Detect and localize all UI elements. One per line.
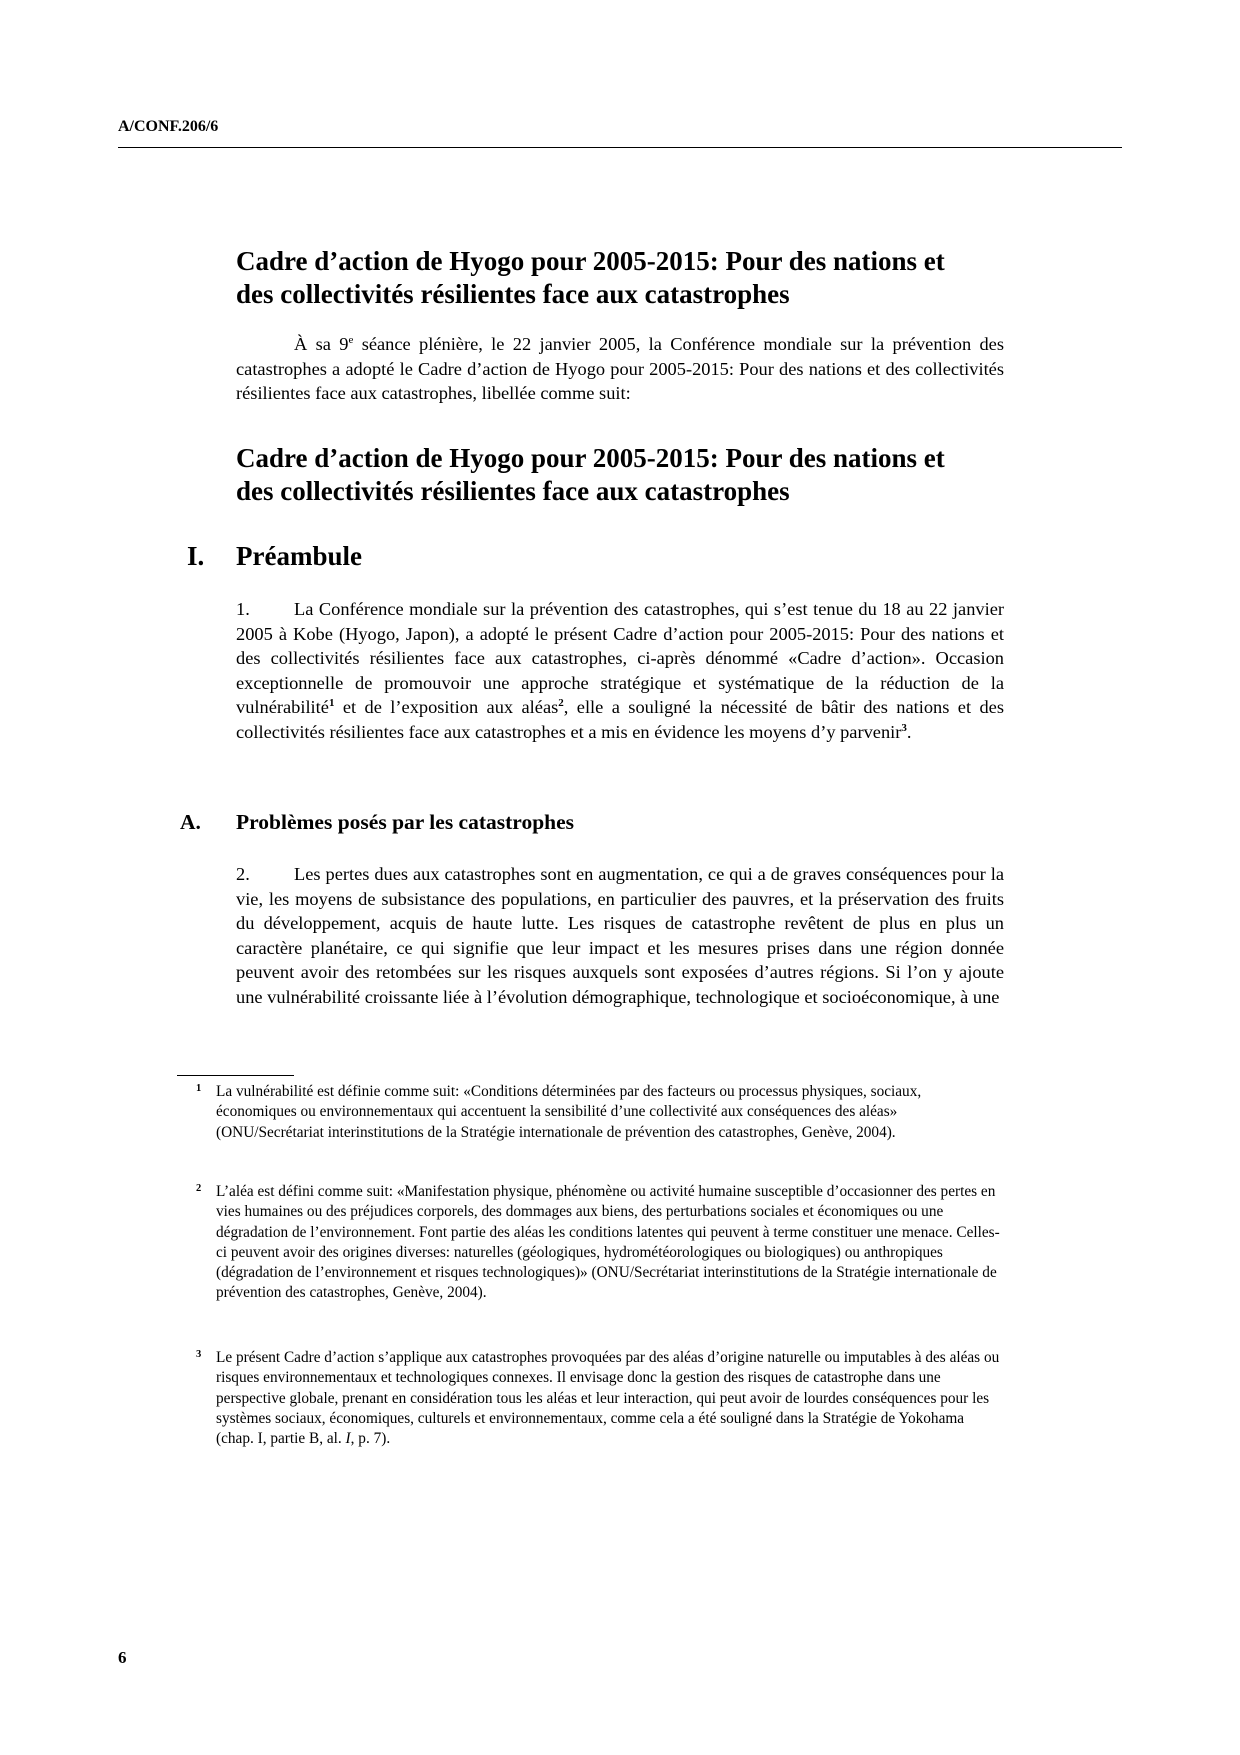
- footnote-3: 3 Le présent Cadre d’action s’applique aux catastrophes provoquées par des aléas d’origine naturelle ou imputables à des aléas ou risques environnementaux et technologiques connexes. Il envisage donc la gestion des risques de catastrophe dans une perspective globale, prenant en considération tous les aléas et leur interaction, qui peut avoir de lourdes conséquences pour les systèmes sociaux, économiques, culturels et environnementaux, comme cela a été souligné dans la Stratégie de Yokohama (chap. I, partie B, al. I, p. 7).: [216, 1348, 1004, 1449]
- paragraph-number: 1.: [236, 599, 250, 619]
- subsection-number: A.: [180, 810, 201, 834]
- subsection-heading: Problèmes posés par les catastrophes: [236, 810, 575, 834]
- footnote-mark: 3: [196, 1349, 202, 1360]
- document-symbol: A/CONF.206/6: [118, 118, 219, 135]
- framework-title: [236, 442, 1016, 508]
- superscript: e: [348, 333, 354, 346]
- section-heading-preambule: Préambule: [236, 541, 362, 571]
- paragraph-1: 1. La Conférence mondiale sur la prévention des catastrophes, qui s’est tenue du 18 au 22 janvier 2005 à Kobe (Hyogo, Japon), a adopté le présent Cadre d’action pour 2005-2015: Pour des nations et des collectivités résilientes face aux catastrophes, ci-après dénommé «Cadre d’action». Occasion exceptionnelle de promouvoir une approche stratégique et systématique de la réduction de la vulnérabilité$^1$ et de l’exposition aux aléas$^2$, elle a souligné la nécessité de bâtir des nations et des collectivités résilientes face aux catastrophes et a mis en évidence les moyens d’y parvenir$^3$.: [236, 599, 1004, 742]
- title-line: Cadre d’action de Hyogo pour 2005-2015: Pour des nations et: [236, 443, 945, 473]
- footnote-2: 2 L’aléa est défini comme suit: «Manifestation physique, phénomène ou activité humaine susceptible d’occasionner des pertes en vies humaines ou des préjudices corporels, des dommages aux biens, des perturbations sociales et économiques ou une dégradation de l’environnement. Font partie des aléas les conditions latentes qui peuvent à terme constituer une menace. Celles-ci peuvent avoir des origines diverses: naturelles (géologiques, hydrométéorologiques ou biologiques) ou anthropiques (dégradation de l’environnement et risques technologiques)» (ONU/Secrétariat interinstitutions de la Stratégie internationale de prévention des catastrophes, Genève, 2004).: [216, 1182, 1004, 1304]
- title-line: des collectivités résilientes face aux catastrophes: [236, 279, 790, 309]
- paragraph-number: 2.: [236, 864, 250, 884]
- footnote-mark: 1: [196, 1083, 202, 1094]
- footnote-ref: 1: [328, 697, 335, 710]
- footnote-ref: 3: [901, 721, 907, 734]
- title-line: des collectivités résilientes face aux catastrophes: [236, 476, 790, 506]
- document-title: [236, 245, 1016, 311]
- paragraph-2: 2. Les pertes dues aux catastrophes sont en augmentation, ce qui a de graves conséquences pour la vie, les moyens de subsistance des populations, en particulier des pauvres, et la préservation des fruits du développement, acquis de haute lutte. Les risques de catastrophe revêtent de plus en plus un caractère planétaire, ce qui signifie que leur impact et les mesures prises dans une région donnée peuvent avoir des retombées sur les risques auxquels sont exposées d’autres régions. Si l’on y ajoute une vulnérabilité croissante liée à l’évolution démographique, technologique et socioéconomique, à une: [236, 864, 1004, 1007]
- header-rule: [118, 147, 1122, 148]
- page-number: 6: [118, 1648, 127, 1667]
- section-number: I.: [187, 541, 205, 571]
- title-line: Cadre d’action de Hyogo pour 2005-2015: Pour des nations et: [236, 246, 945, 276]
- footnote-mark: 2: [196, 1183, 202, 1194]
- intro-paragraph: À sa 9e séance plénière, le 22 janvier 2005, la Conférence mondiale sur la prévention des catastrophes a adopté le Cadre d’action de Hyogo pour 2005-2015: Pour des nations et des collectivités résilientes face aux catastrophes, libellée comme suit:: [236, 333, 1004, 404]
- footnote-1: 1 La vulnérabilité est définie comme suit: «Conditions déterminées par des facteurs ou processus physiques, sociaux, économiques ou environnementaux qui accentuent la sensibilité d’une collectivité aux conséquences des aléas» (ONU/Secrétariat interinstitutions de la Stratégie internationale de prévention des catastrophes, Genève, 2004).: [216, 1082, 1004, 1143]
- footnote-ref: 2: [558, 697, 564, 710]
- footnote-separator: [177, 1075, 294, 1076]
